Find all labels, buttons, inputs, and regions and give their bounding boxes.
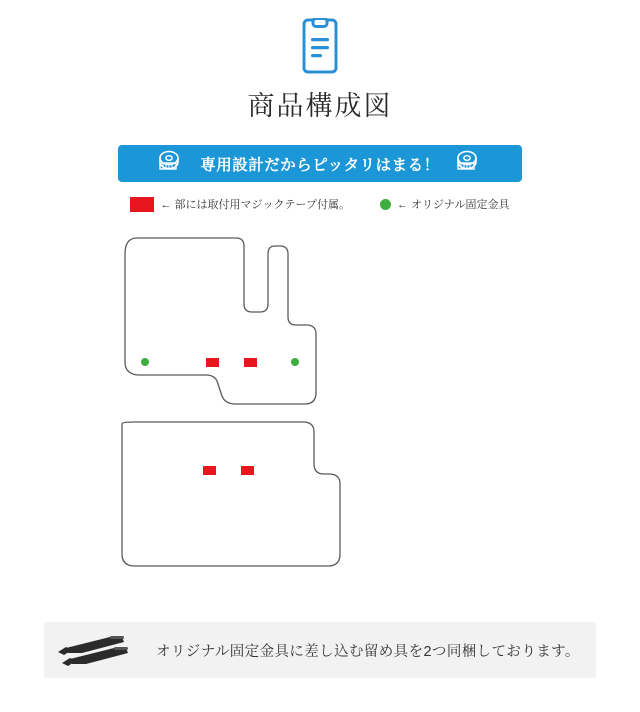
legend-item-velcro xyxy=(130,196,350,212)
fit-banner xyxy=(118,145,522,182)
red-velcro-marker xyxy=(203,466,216,475)
bundled-parts-note xyxy=(44,622,596,678)
metal-clip-icon xyxy=(44,628,144,673)
floor-mat-layout-diagram xyxy=(100,224,540,594)
legend xyxy=(100,196,540,212)
red-velcro-marker xyxy=(206,358,219,367)
banner-text: 専用設計だからピッタリはまる！ xyxy=(200,156,440,174)
red-square-swatch-icon xyxy=(130,197,154,212)
red-velcro-marker xyxy=(241,466,254,475)
legend-label-clip: ← オリジナル固定金具 xyxy=(397,199,510,211)
green-clip-marker xyxy=(141,358,149,366)
front-mat-outline xyxy=(125,238,316,404)
document-icon xyxy=(0,18,640,74)
tape-roll-icon xyxy=(454,150,484,177)
legend-item-clip xyxy=(380,196,510,212)
page-header xyxy=(0,0,640,123)
green-dot-swatch-icon xyxy=(380,199,391,210)
note-text: オリジナル固定金具に差し込む留め具を2つ同梱しております。 xyxy=(156,643,580,660)
red-velcro-marker xyxy=(244,358,257,367)
page-title: 商品構成図 xyxy=(247,91,393,121)
tape-roll-icon xyxy=(156,150,186,177)
rear-mat-outline xyxy=(122,422,340,566)
legend-label-velcro: ← 部には取付用マジックテープ付属。 xyxy=(160,199,350,211)
green-clip-marker xyxy=(291,358,299,366)
